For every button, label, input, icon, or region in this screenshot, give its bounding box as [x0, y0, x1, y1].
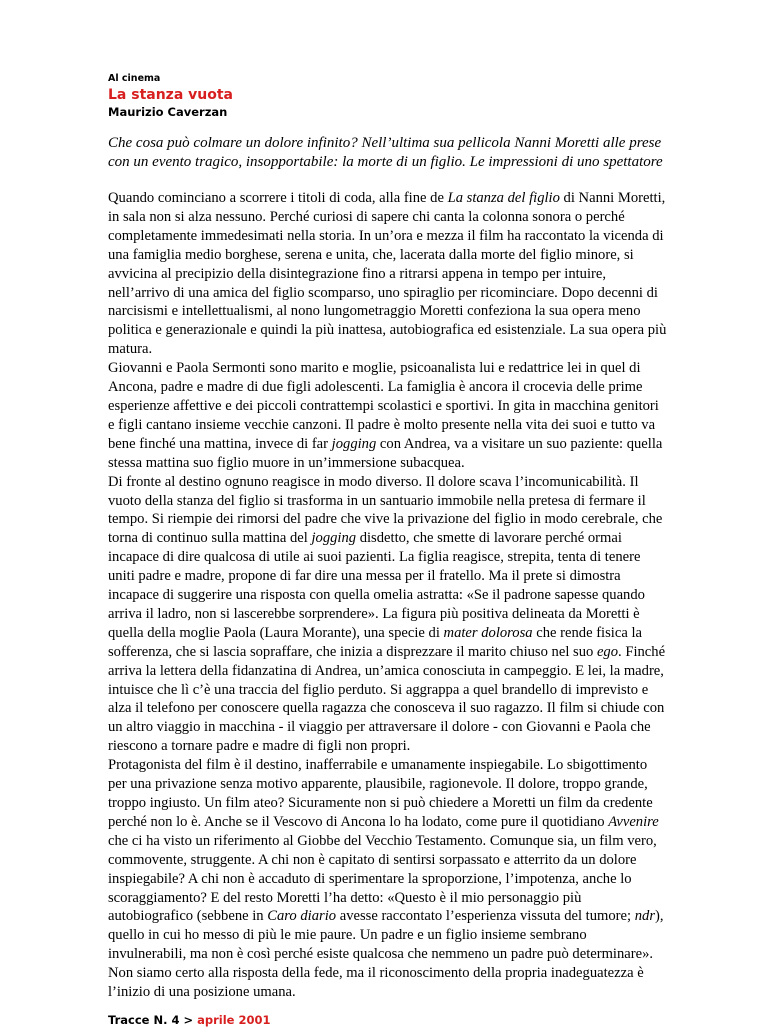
italic-text: La stanza del figlio [447, 190, 560, 206]
italic-text: ego [596, 643, 619, 660]
text-run: Quando cominciano a scorrere i titoli di coda, alla fine de [108, 190, 448, 206]
italic-text: ndr [634, 908, 655, 925]
text-run: Protagonista del film è il destino, inafferrabile e umanamente inspiegabile. Lo sbigottimento per una privazione senza motivo apparente, plausibile, ragionevole. Il dolore, troppo grande, troppo ingiusto. Un film ateo? Sicuramente non si può chiedere a Moretti un film da credente perché non lo è. Anche se il Vescovo di Ancona lo ha lodato, come pure il quotidiano [108, 757, 653, 830]
body-paragraph [108, 756, 668, 1002]
text-run: ), quello in cui ho messo di più le mie paure. Un padre e un figlio insieme sembrano invulnerabili, ma non è così perché esiste qualcosa che nemmeno un padre può determinare». Non siamo certo alla risposta della fede, ma il riconoscimento della propria inadeguatezza è l’inizio di una posizione umana. [108, 908, 664, 1001]
body-paragraph [108, 473, 668, 757]
article-body [108, 189, 668, 1002]
article-lead: Che cosa può colmare un dolore infinito? Nell’ultima sua pellicola Nanni Moretti alle prese con un evento tragico, insopportabile: la morte di un figlio. Le impressioni di uno spettatore [108, 135, 663, 170]
italic-text: Caro diario [267, 908, 337, 925]
issue-footer [108, 1013, 668, 1028]
italic-text: mater dolorosa [443, 624, 533, 641]
article-author: Maurizio Caverzan [108, 105, 228, 119]
text-run: che rende fisica la sofferenza, che si lascia sopraffare, che inizia a disprezzare il marito chiuso nel suo [108, 624, 642, 660]
issue-date-link[interactable]: aprile 2001 [197, 1012, 271, 1027]
text-run: di Nanni Moretti, in sala non si alza nessuno. Perché curiosi di sapere chi canta la colonna sonora o perché completamente immedesimati nella storia. In un’ora e mezza il film ha raccontato la vicenda di una famiglia medio borghese, serena e unita, che, lacerata dalla morte del figlio minore, si avvicina al precipizio della disintegrazione fino a ritrarsi appena in tempo per intuire, nell’arrivo di una amica del figlio scomparso, uno spiraglio per ricominciare. Dopo decenni di narcisismi e intellettualismi, al nono lungometraggio Moretti confeziona la sua opera meno politica e generazionale e quindi la più inattesa, autobiografica ed esistenziale. La sua opera più matura. [108, 190, 667, 358]
body-paragraph [108, 189, 668, 359]
italic-text: Avvenire [608, 813, 659, 830]
text-run: avesse raccontato l’esperienza vissuta del tumore; [336, 908, 635, 925]
body-paragraph [108, 359, 668, 472]
text-run: che ci ha visto un riferimento al Giobbe del Vecchio Testamento. Comunque sia, un film vero, commovente, struggente. A chi non è capitato di sentirsi sorpassato e atterrito da un dolore inspiegabile? A chi non è accaduto di sperimentare la sproporzione, l’impotenza, anche lo scoraggiamento? E del resto Moretti l’ha detto: «Questo è il mio personaggio più autobiografico (sebbene in [108, 832, 657, 925]
text-run: . Finché arriva la lettera della fidanzatina di Andrea, un’amica conosciuta in campeggio. E lei, la madre, intuisce che lì c’è una traccia del figlio perduto. Si aggrappa a quel brandello di imprevisto e alza il telefono per conoscere quella ragazza che conosceva il suo ragazzo. Il film si chiude con un altro viaggio in macchina - il viaggio per attraversare il dolore - con Giovanni e Paola che riescono a tornare padre e madre di figli non propri. [108, 643, 666, 755]
issue-label: Tracce N. 4 > [108, 1012, 194, 1027]
article-title: La stanza vuota [108, 87, 234, 103]
italic-text: jogging [331, 435, 377, 452]
article [108, 73, 668, 1028]
text-run: disdetto, che smette di lavorare perché ormai incapace di dire qualcosa di utile ai suoi pazienti. La figlia reagisce, strepita, tenta di tenere uniti padre e madre, propone di far dire una messa per il fratello. Ma il prete si dimostra incapace di suggerire una risposta con quella omelia astratta: «Se il padrone sapesse quando arriva il ladro, non si lascerebbe sorprendere». La figura più positiva delineata da Moretti è quella della moglie Paola (Laura Morante), una specie di [108, 530, 645, 641]
italic-text: jogging [311, 530, 357, 547]
section-label: Al cinema [108, 73, 161, 84]
text-run: con Andrea, va a visitare un suo paziente: quella stessa mattina suo figlio muore in un’immersione subacquea. [108, 435, 663, 471]
text-run: Giovanni e Paola Sermonti sono marito e moglie, psicoanalista lui e redattrice lei in quel di Ancona, padre e madre di due figli adolescenti. La famiglia è ancora il crocevia delle prime esperienze affettive e dei piccoli contrattempi scolastici e sportivi. In gita in macchina genitori e figli cantano insieme vecchie canzoni. Il padre è molto presente nella vita dei suoi e tutto va bene finché una mattina, invece di far [108, 360, 659, 452]
text-run: Di fronte al destino ognuno reagisce in modo diverso. Il dolore scava l’incomunicabilità. Il vuoto della stanza del figlio si trasforma in un santuario immobile nella pretesa di fermare il tempo. Si riempie dei rimorsi del padre che vive la privazione del figlio in modo cerebrale, che torna di continuo sulla mattina del [108, 473, 663, 547]
